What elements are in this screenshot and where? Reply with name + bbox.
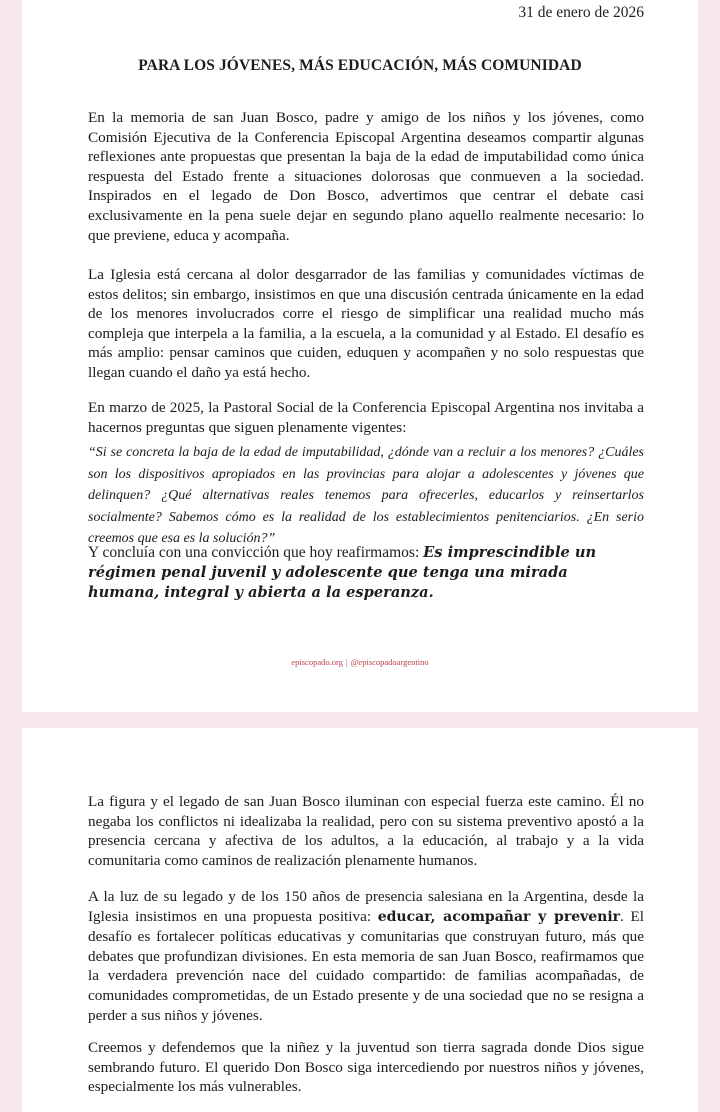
paragraph-don-bosco-legacy — [88, 792, 644, 870]
paragraph-positive-proposal — [88, 887, 644, 1025]
paragraph-closing-prayer: Creemos y defendemos que la niñez y la juventud son tierra sagrada donde Dios sigue sembrando futuro. El querido Don Bosco siga intercediendo por nuestros niños y jóvenes, especialmente los más vulnerables. — [88, 1039, 644, 1096]
document-page-1 — [22, 0, 698, 712]
document-title: PARA LOS JÓVENES, MÁS EDUCACIÓN, MÁS COMUNIDAD — [138, 57, 582, 74]
footer-separator: | — [345, 657, 348, 667]
proposal-bold-phrase: educar, acompañar y prevenir — [377, 908, 621, 925]
footer-website-link[interactable]: episcopado.org — [291, 657, 343, 667]
closing-intro: Y concluía con una convicción que hoy reafirmamos: — [88, 544, 424, 561]
quotation-block: “Si se concreta la baja de la edad de imputabilidad, ¿dónde van a recluir a los menores? ¿Cuáles son los dispositivos apropiados en las provincias para alojar a adolescentes y jóvenes que delinquen? ¿Qué alternativas reales tenemos para ofrecerles, educarlos y reinsertarlos socialmente? Sabemos cómo es la realidad de los establecimientos penitenciarios. ¿En serio creemos que esa es la solución?” — [88, 445, 644, 546]
page-footer — [22, 657, 698, 667]
paragraph-intro: En la memoria de san Juan Bosco, padre y amigo de los niños y los jóvenes, como Comisión Ejecutiva de la Conferencia Episcopal Argentina deseamos compartir algunas reflexiones ante propuestas que presentan la baja de la edad de imputabilidad como única respuesta del Estado frente a situaciones dolorosas que conmueven a la sociedad. Inspirados en el legado de Don Bosco, advertimos que centrar el debate casi exclusivamente en la pena suele dejar en segundo plano aquello realmente necesario: lo que previene, educa y acompaña. — [88, 109, 644, 244]
document-date: 31 de enero de 2026 — [518, 4, 644, 21]
paragraph-don-bosco-legacy-text: La figura y el legado de san Juan Bosco iluminan con especial fuerza este camino. Él no negaba los conflictos ni idealizaba la realidad, pero con su sistema preventivo apostó a la presencia cercana y afectiva de los adultos, a la educación, al trabajo y a la vida comunitaria como caminos de realización plenamente humanos. — [88, 793, 644, 869]
proposal-text-before: A la luz de su legado y de los 150 años de presencia salesiana en la Argentina, desde la Iglesia insistimos en una propuesta positiva: — [88, 888, 644, 925]
paragraph-church-pain: La Iglesia está cercana al dolor desgarrador de las familias y comunidades víctimas de estos delitos; sin embargo, insistimos en que una discusión centrada únicamente en la edad de los menores involucrados corre el riesgo de simplificar una realidad mucho más compleja que interpela a la familia, a la escuela, a la comunidad y al Estado. El desafío es más amplio: pensar caminos que cuiden, eduquen y acompañen y no solo respuestas que llegan cuando el daño ya está hecho. — [88, 266, 644, 381]
footer-social-handle[interactable]: @episcopadoargentino — [350, 657, 429, 667]
document-page-2 — [22, 728, 698, 1112]
closing-statement — [88, 543, 644, 603]
paragraph-pastoral-social: En marzo de 2025, la Pastoral Social de la Conferencia Episcopal Argentina nos invitaba a hacernos preguntas que siguen plenamente vigentes: — [88, 399, 644, 436]
closing-bold-statement: Es imprescindible un régimen penal juvenil y adolescente que tenga una mirada humana, integral y abierta a la esperanza. — [88, 544, 597, 601]
proposal-text-after: . El desafío es fortalecer políticas educativas y comunitarias que construyan futuro, más que debates que profundizan divisiones. En esta memoria de san Juan Bosco, reafirmamos que la verdadera prevención nace del cuidado compartido: de familias acompañadas, de comunidades comprometidas, de un Estado presente y de una sociedad que no se resigna a perder a sus niños y jóvenes. — [88, 907, 644, 1024]
